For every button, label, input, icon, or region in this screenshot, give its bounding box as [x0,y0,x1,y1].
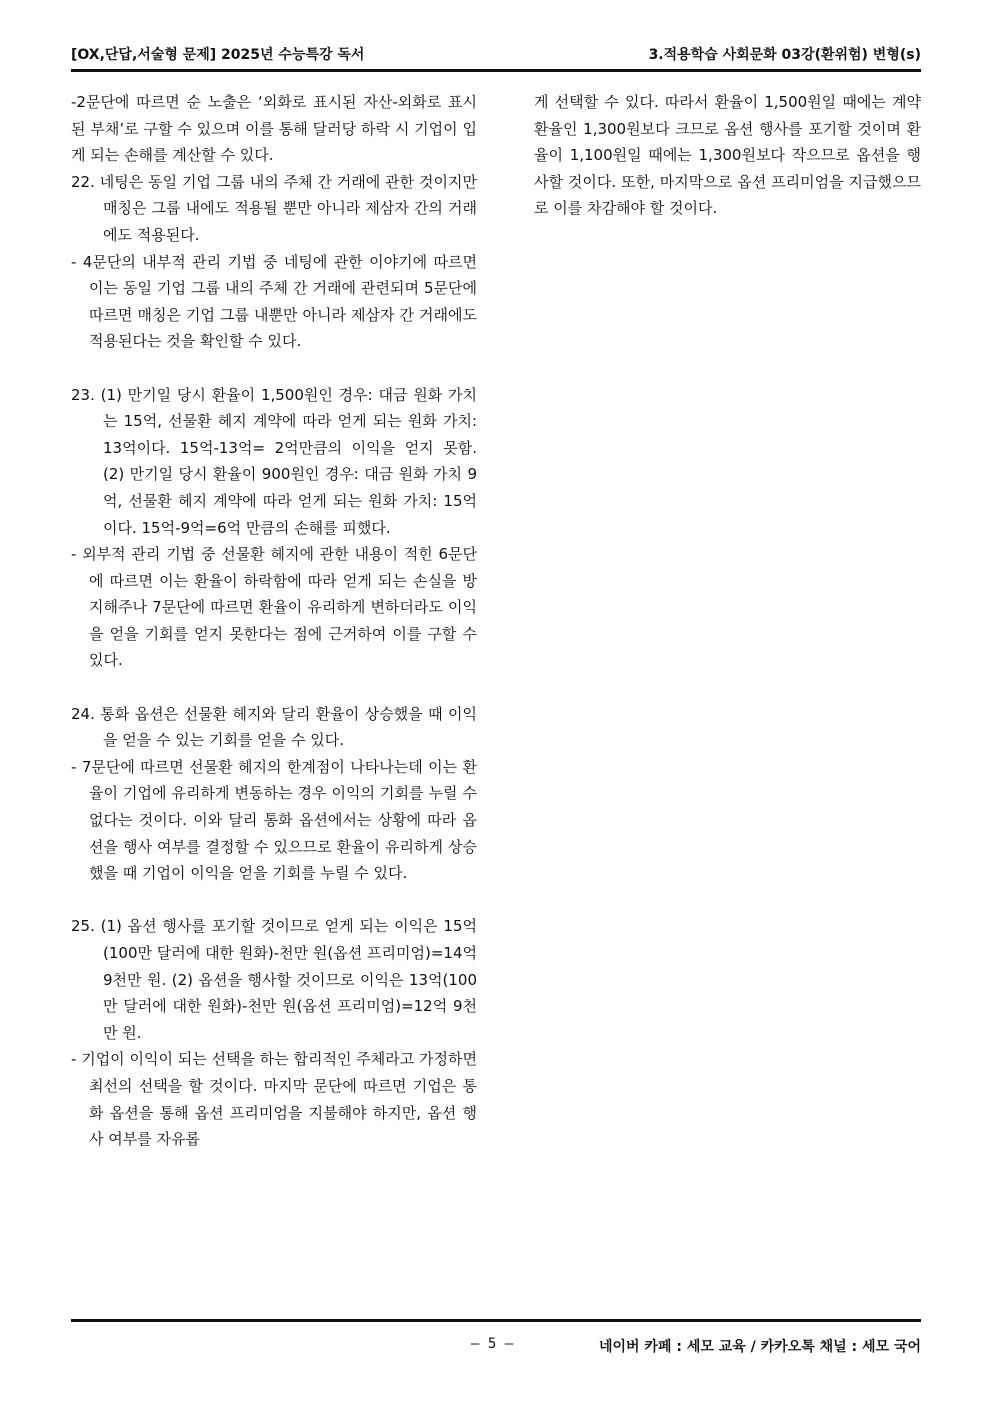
spacer [71,674,477,701]
explanation-24: - 7문단에 따르면 선물환 헤지의 한계점이 나타나는데 이는 환율이 기업에 유리하게 변동하는 경우 이익의 기회를 누릴 수 없다는 것이다. 이와 달리 통화 옵션에서는 상황에 따라 옵션을 행사 여부를 결정할 수 있으므로 환율이 유리하게 상승했을 때 기업이 이익을 얻을 기회를 누릴 수 있다. [71,757,477,883]
explanation-25: - 기업이 이익이 되는 선택을 하는 합리적인 주체라고 가정하면 최선의 선택을 할 것이다. 마지막 문단에 따르면 기업은 통화 옵션을 통해 옵션 프리미엄을 지불해야 하지만, 옵션 행사 여부를 자유롭 [71,1050,477,1149]
explanation-23: - 외부적 관리 기법 중 선물환 헤지에 관한 내용이 적힌 6문단에 따르면 이는 환율이 하락함에 따라 얻게 되는 손실을 방지해주나 7문단에 따르면 환율이 유리하게 변하더라도 이익을 얻을 기회를 얻지 못한다는 점에 근거하여 이를 구할 수 있다. [71,545,477,670]
answer-24: 24. 통화 옵션은 선물환 헤지와 달리 환율이 상승했을 때 이익을 얻을 수 있는 기회를 얻을 수 있다. [71,704,477,750]
explanation-22: - 4문단의 내부적 관리 기법 중 네팅에 관한 이야기에 따르면 이는 동일 기업 그룹 내의 주체 간 거래에 관련되며 5문단에 따르면 매칭은 기업 그룹 내뿐만 아니라 제삼자 간 거래에도 적용된다는 것을 확인할 수 있다. [71,252,477,351]
header-section: 3.적용학습 사회문화 03강(환위험) 변형(s) [648,47,921,63]
left-column [71,89,477,1153]
explanation-25-continued: 게 선택할 수 있다. 따라서 환율이 1,500원일 때에는 계약 환율인 1,300원보다 크므로 옵션 행사를 포기할 것이며 환율이 1,100원일 때에는 1,300원보다 작으므로 옵션을 행사할 것이다. 또한, 마지막으로 옵션 프리미엄을 지급했으므로 이를 차감해야 할 것이다. [534,93,921,218]
intro-paragraph: -2문단에 따르면 순 노출은 ‘외화로 표시된 자산-외화로 표시된 부채’로 구할 수 있으며 이를 통해 달러당 하락 시 기업이 입게 되는 손해를 계산할 수 있다. [71,93,477,165]
answer-25: 25. (1) 옵션 행사를 포기할 것이므로 얻게 되는 이익은 15억(100만 달러에 대한 원화)-천만 원(옵션 프리미엄)=14억 9천만 원. (2) 옵션을 행사할 것이므로 이익은 13억(100만 달러에 대한 원화)-천만 원(옵션 프리미엄)=12억 9천만 원. [71,917,477,1042]
spacer [71,887,477,914]
answer-23: 23. (1) 만기일 당시 환율이 1,500원인 경우: 대금 원화 가치는 15억, 선물환 헤지 계약에 따라 얻게 되는 원화 가치: 13억이다. 15억-13억= 2억만큼의 이익을 얻지 못함. (2) 만기일 당시 환율이 900원인 경우: 대금 원화 가치 9억, 선물환 헤지 계약에 따라 얻게 되는 원화 가치: 15억이다. 15억-9억=6억 만큼의 손해를 피했다. [71,385,477,537]
header-title: [OX,단답,서술형 문제] 2025년 수능특강 독서 [71,47,365,63]
header-rule [71,69,921,72]
page-number: – 5 – [471,1336,514,1352]
page-header [71,44,921,68]
spacer [71,355,477,382]
footer-contact: 네이버 카페 : 세모 교육 / 카카오톡 채널 : 세모 국어 [598,1339,921,1355]
right-column [534,89,921,222]
page-footer [71,1336,921,1360]
answer-22: 22. 네팅은 동일 기업 그룹 내의 주체 간 거래에 관한 것이지만 매칭은 그룹 내에도 적용될 뿐만 아니라 제삼자 간의 거래에도 적용된다. [71,172,477,244]
footer-rule [71,1319,921,1322]
